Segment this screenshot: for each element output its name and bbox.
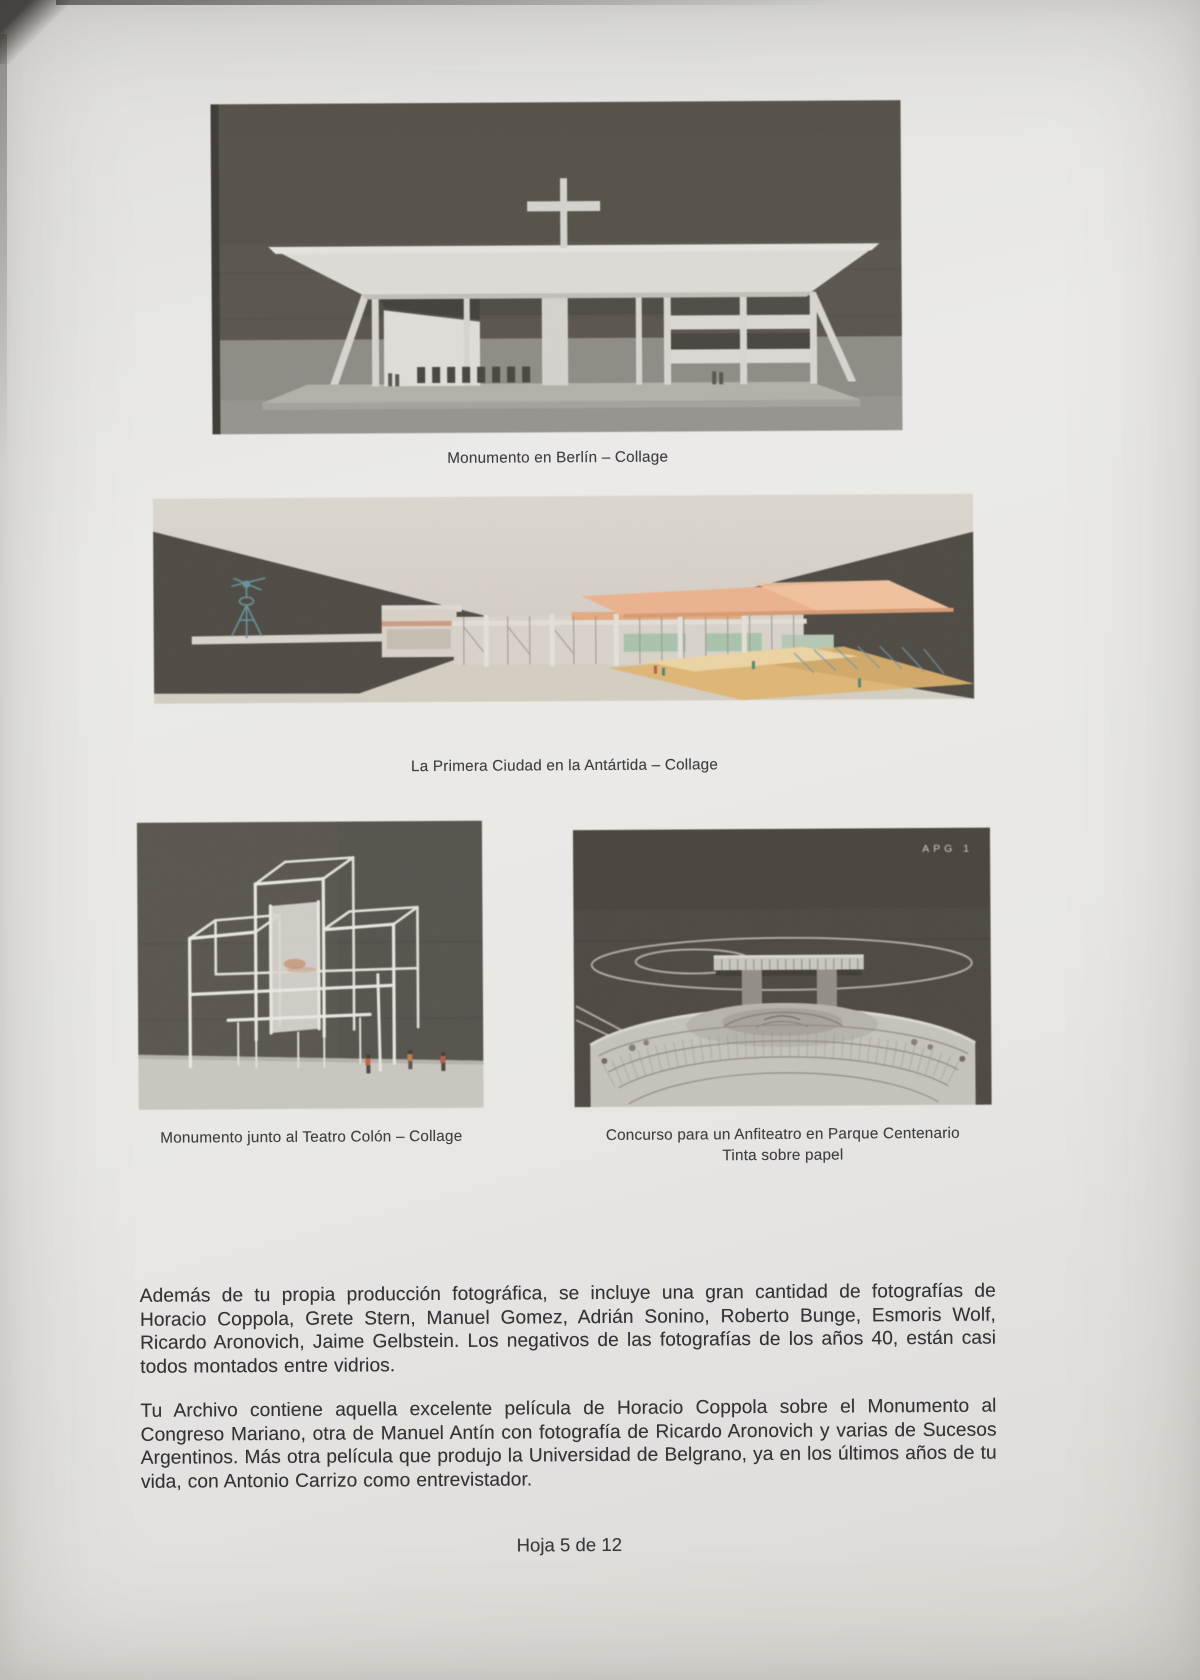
figure-caption [155, 755, 975, 778]
photo-corner-shadow [0, 0, 92, 64]
ciudad-antartida-image [153, 494, 974, 704]
caption-text: Concurso para un Anfiteatro en Parque Centenario [605, 1124, 960, 1144]
paragraph-peliculas: Tu Archivo contiene aquella excelente película de Horacio Coppola sobre el Monumento al Congreso Mariano, otra de Manuel Antín con fotografía de Ricardo Aronovich y varias de Sucesos Argentinos. Más otra película que produjo la Universidad de Belgrano, ya en los últimos años de tu vida, con Antonio Carrizo como entrevistador. [140, 1395, 997, 1493]
monumento-teatro-colon-image [137, 821, 484, 1110]
caption-text: Monumento junto al Teatro Colón – Collage [160, 1127, 463, 1147]
photo-top-edge [56, 0, 846, 5]
figure-ciudad-antartida [153, 494, 974, 704]
caption-text: Monumento en Berlín – Collage [447, 448, 669, 467]
caption-text: La Primera Ciudad en la Antártida – Collage [410, 756, 719, 776]
monumento-berlin-image [210, 100, 902, 434]
figure-caption [109, 1128, 514, 1148]
figure-caption [563, 1125, 1003, 1167]
figure-corner-label: APG 1 [922, 842, 974, 856]
figure-anfiteatro [573, 828, 992, 1108]
figure-monumento-teatro-colon [137, 821, 484, 1110]
figure-caption [213, 447, 903, 469]
page-number: Hoja 5 de 12 [516, 1533, 623, 1556]
figure-monumento-berlin [210, 100, 902, 434]
caption-subtext: Tinta sobre papel [722, 1146, 844, 1165]
photo-left-edge [0, 34, 7, 464]
anfiteatro-image [573, 828, 992, 1108]
paragraph-fotografias: Además de tu propia producción fotográfica, se incluye una gran cantidad de fotografías de Horacio Coppola, Grete Stern, Manuel Gomez, Adrián Sonino, Roberto Bunge, Esmoris Wolf, Ricardo Aronovich, Jaime Gelbstein. Los negativos de las fotografías de los años 40, están casi todos montados entre vidrios. [139, 1280, 997, 1378]
